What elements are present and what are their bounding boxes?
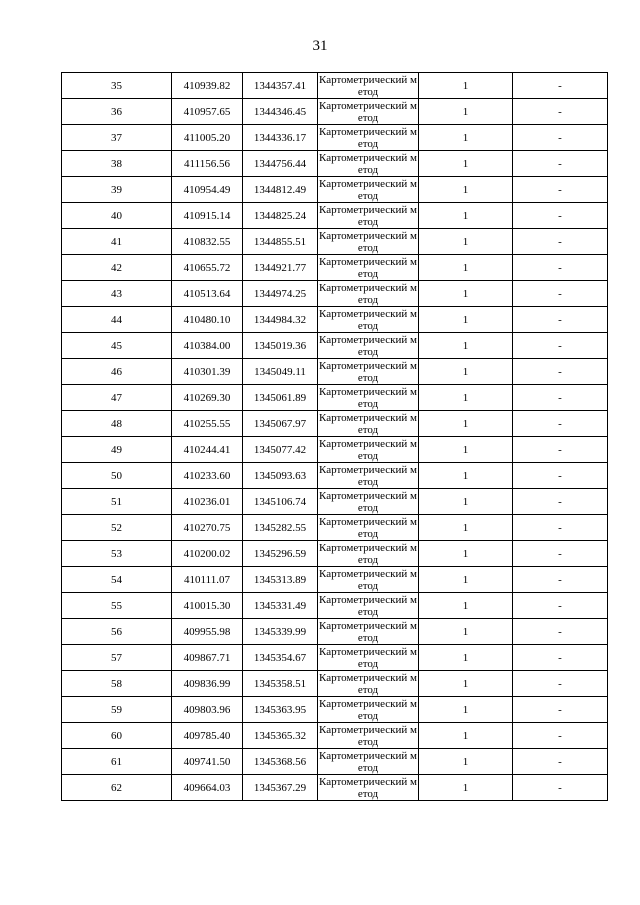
table-row (62, 255, 608, 281)
x-coordinate-cell: 409803.96 (172, 697, 243, 723)
method-text: Картометрический метод (319, 73, 417, 98)
method-cell (318, 593, 419, 619)
note-cell: - (513, 73, 608, 99)
count-cell: 1 (419, 723, 513, 749)
method-text: Картометрический метод (319, 177, 417, 202)
x-coordinate-cell: 410384.00 (172, 333, 243, 359)
x-coordinate-cell: 410244.41 (172, 437, 243, 463)
note-cell: - (513, 619, 608, 645)
note-cell: - (513, 515, 608, 541)
note-cell: - (513, 229, 608, 255)
note-cell: - (513, 151, 608, 177)
x-coordinate-cell: 410513.64 (172, 281, 243, 307)
method-text: Картометрический метод (319, 99, 417, 124)
point-number-cell: 60 (62, 723, 172, 749)
method-text: Картометрический метод (319, 541, 417, 566)
x-coordinate-cell: 411005.20 (172, 125, 243, 151)
method-text: Картометрический метод (319, 515, 417, 540)
x-coordinate-cell: 410269.30 (172, 385, 243, 411)
y-coordinate-cell: 1345331.49 (243, 593, 318, 619)
table-row (62, 749, 608, 775)
count-cell: 1 (419, 385, 513, 411)
x-coordinate-cell: 409741.50 (172, 749, 243, 775)
count-cell: 1 (419, 697, 513, 723)
point-number-cell: 38 (62, 151, 172, 177)
x-coordinate-cell: 409785.40 (172, 723, 243, 749)
table-row (62, 359, 608, 385)
method-text: Картометрический метод (319, 255, 417, 280)
method-cell (318, 281, 419, 307)
method-text: Картометрический метод (319, 697, 417, 722)
y-coordinate-cell: 1345296.59 (243, 541, 318, 567)
method-cell (318, 203, 419, 229)
method-cell (318, 99, 419, 125)
count-cell: 1 (419, 151, 513, 177)
count-cell: 1 (419, 359, 513, 385)
y-coordinate-cell: 1345363.95 (243, 697, 318, 723)
x-coordinate-cell: 410832.55 (172, 229, 243, 255)
point-number-cell: 62 (62, 775, 172, 801)
note-cell: - (513, 463, 608, 489)
point-number-cell: 50 (62, 463, 172, 489)
method-text: Картометрический метод (319, 333, 417, 358)
method-text: Картометрический метод (319, 281, 417, 306)
point-number-cell: 57 (62, 645, 172, 671)
y-coordinate-cell: 1344812.49 (243, 177, 318, 203)
count-cell: 1 (419, 515, 513, 541)
note-cell: - (513, 203, 608, 229)
method-cell (318, 437, 419, 463)
count-cell: 1 (419, 99, 513, 125)
y-coordinate-cell: 1345367.29 (243, 775, 318, 801)
y-coordinate-cell: 1344357.41 (243, 73, 318, 99)
method-text: Картометрический метод (319, 671, 417, 696)
y-coordinate-cell: 1344974.25 (243, 281, 318, 307)
x-coordinate-cell: 410255.55 (172, 411, 243, 437)
note-cell: - (513, 99, 608, 125)
x-coordinate-cell: 409955.98 (172, 619, 243, 645)
x-coordinate-cell: 410111.07 (172, 567, 243, 593)
method-cell (318, 645, 419, 671)
method-text: Картометрический метод (319, 151, 417, 176)
x-coordinate-cell: 411156.56 (172, 151, 243, 177)
method-text: Картометрический метод (319, 125, 417, 150)
note-cell: - (513, 307, 608, 333)
note-cell: - (513, 437, 608, 463)
method-cell (318, 515, 419, 541)
method-cell (318, 229, 419, 255)
x-coordinate-cell: 410957.65 (172, 99, 243, 125)
x-coordinate-cell: 410915.14 (172, 203, 243, 229)
method-text: Картометрический метод (319, 463, 417, 488)
point-number-cell: 48 (62, 411, 172, 437)
method-text: Картометрический метод (319, 359, 417, 384)
method-text: Картометрический метод (319, 593, 417, 618)
x-coordinate-cell: 409836.99 (172, 671, 243, 697)
table-row (62, 619, 608, 645)
table-row (62, 73, 608, 99)
y-coordinate-cell: 1345019.36 (243, 333, 318, 359)
y-coordinate-cell: 1345077.42 (243, 437, 318, 463)
point-number-cell: 41 (62, 229, 172, 255)
x-coordinate-cell: 410015.30 (172, 593, 243, 619)
table-row (62, 333, 608, 359)
note-cell: - (513, 775, 608, 801)
note-cell: - (513, 541, 608, 567)
table-row (62, 541, 608, 567)
count-cell: 1 (419, 307, 513, 333)
point-number-cell: 53 (62, 541, 172, 567)
table-row (62, 515, 608, 541)
note-cell: - (513, 723, 608, 749)
point-number-cell: 42 (62, 255, 172, 281)
count-cell: 1 (419, 593, 513, 619)
point-number-cell: 59 (62, 697, 172, 723)
method-cell (318, 697, 419, 723)
method-cell (318, 489, 419, 515)
point-number-cell: 46 (62, 359, 172, 385)
method-text: Картометрический метод (319, 203, 417, 228)
table-row (62, 697, 608, 723)
x-coordinate-cell: 410236.01 (172, 489, 243, 515)
note-cell: - (513, 177, 608, 203)
table-row (62, 203, 608, 229)
table-row (62, 411, 608, 437)
method-cell (318, 151, 419, 177)
point-number-cell: 44 (62, 307, 172, 333)
y-coordinate-cell: 1345358.51 (243, 671, 318, 697)
count-cell: 1 (419, 541, 513, 567)
note-cell: - (513, 489, 608, 515)
table-row (62, 723, 608, 749)
table-row (62, 775, 608, 801)
table-row (62, 177, 608, 203)
table-row (62, 567, 608, 593)
point-number-cell: 54 (62, 567, 172, 593)
point-number-cell: 49 (62, 437, 172, 463)
table-row (62, 645, 608, 671)
method-text: Картометрический метод (319, 567, 417, 592)
method-cell (318, 125, 419, 151)
y-coordinate-cell: 1344984.32 (243, 307, 318, 333)
y-coordinate-cell: 1345282.55 (243, 515, 318, 541)
method-text: Картометрический метод (319, 411, 417, 436)
method-cell (318, 177, 419, 203)
method-cell (318, 307, 419, 333)
method-text: Картометрический метод (319, 723, 417, 748)
y-coordinate-cell: 1344336.17 (243, 125, 318, 151)
method-cell (318, 723, 419, 749)
table-row (62, 229, 608, 255)
method-cell (318, 333, 419, 359)
x-coordinate-cell: 410200.02 (172, 541, 243, 567)
y-coordinate-cell: 1345093.63 (243, 463, 318, 489)
note-cell: - (513, 567, 608, 593)
x-coordinate-cell: 410233.60 (172, 463, 243, 489)
x-coordinate-cell: 410480.10 (172, 307, 243, 333)
x-coordinate-cell: 410954.49 (172, 177, 243, 203)
count-cell: 1 (419, 749, 513, 775)
method-text: Картометрический метод (319, 775, 417, 800)
count-cell: 1 (419, 645, 513, 671)
y-coordinate-cell: 1345061.89 (243, 385, 318, 411)
table-row (62, 593, 608, 619)
table-row (62, 463, 608, 489)
note-cell: - (513, 671, 608, 697)
point-number-cell: 52 (62, 515, 172, 541)
point-number-cell: 56 (62, 619, 172, 645)
x-coordinate-cell: 410301.39 (172, 359, 243, 385)
note-cell: - (513, 593, 608, 619)
point-number-cell: 51 (62, 489, 172, 515)
point-number-cell: 37 (62, 125, 172, 151)
count-cell: 1 (419, 489, 513, 515)
coordinates-table-body (62, 73, 608, 801)
method-text: Картометрический метод (319, 229, 417, 254)
y-coordinate-cell: 1344825.24 (243, 203, 318, 229)
point-number-cell: 35 (62, 73, 172, 99)
method-text: Картометрический метод (319, 307, 417, 332)
point-number-cell: 39 (62, 177, 172, 203)
table-row (62, 671, 608, 697)
point-number-cell: 47 (62, 385, 172, 411)
method-cell (318, 411, 419, 437)
note-cell: - (513, 749, 608, 775)
point-number-cell: 40 (62, 203, 172, 229)
note-cell: - (513, 645, 608, 671)
method-text: Картометрический метод (319, 619, 417, 644)
table-row (62, 151, 608, 177)
method-cell (318, 619, 419, 645)
table-row (62, 99, 608, 125)
note-cell: - (513, 359, 608, 385)
y-coordinate-cell: 1344756.44 (243, 151, 318, 177)
y-coordinate-cell: 1345365.32 (243, 723, 318, 749)
count-cell: 1 (419, 333, 513, 359)
count-cell: 1 (419, 411, 513, 437)
point-number-cell: 55 (62, 593, 172, 619)
table-row (62, 489, 608, 515)
x-coordinate-cell: 409867.71 (172, 645, 243, 671)
x-coordinate-cell: 410270.75 (172, 515, 243, 541)
count-cell: 1 (419, 463, 513, 489)
note-cell: - (513, 385, 608, 411)
method-cell (318, 671, 419, 697)
method-cell (318, 541, 419, 567)
method-cell (318, 385, 419, 411)
count-cell: 1 (419, 203, 513, 229)
point-number-cell: 61 (62, 749, 172, 775)
count-cell: 1 (419, 177, 513, 203)
table-row (62, 307, 608, 333)
y-coordinate-cell: 1345354.67 (243, 645, 318, 671)
y-coordinate-cell: 1344855.51 (243, 229, 318, 255)
method-text: Картометрический метод (319, 645, 417, 670)
method-cell (318, 73, 419, 99)
y-coordinate-cell: 1345106.74 (243, 489, 318, 515)
note-cell: - (513, 255, 608, 281)
count-cell: 1 (419, 671, 513, 697)
point-number-cell: 45 (62, 333, 172, 359)
count-cell: 1 (419, 281, 513, 307)
table-row (62, 385, 608, 411)
table-row (62, 437, 608, 463)
method-cell (318, 775, 419, 801)
note-cell: - (513, 333, 608, 359)
y-coordinate-cell: 1345313.89 (243, 567, 318, 593)
count-cell: 1 (419, 255, 513, 281)
method-text: Картометрический метод (319, 385, 417, 410)
method-cell (318, 749, 419, 775)
note-cell: - (513, 411, 608, 437)
point-number-cell: 58 (62, 671, 172, 697)
x-coordinate-cell: 409664.03 (172, 775, 243, 801)
y-coordinate-cell: 1345049.11 (243, 359, 318, 385)
y-coordinate-cell: 1345067.97 (243, 411, 318, 437)
x-coordinate-cell: 410939.82 (172, 73, 243, 99)
count-cell: 1 (419, 619, 513, 645)
table-row (62, 281, 608, 307)
count-cell: 1 (419, 567, 513, 593)
method-cell (318, 463, 419, 489)
method-cell (318, 567, 419, 593)
y-coordinate-cell: 1344346.45 (243, 99, 318, 125)
method-text: Картометрический метод (319, 489, 417, 514)
table-row (62, 125, 608, 151)
note-cell: - (513, 697, 608, 723)
y-coordinate-cell: 1344921.77 (243, 255, 318, 281)
point-number-cell: 43 (62, 281, 172, 307)
count-cell: 1 (419, 437, 513, 463)
coordinates-table (61, 72, 608, 801)
x-coordinate-cell: 410655.72 (172, 255, 243, 281)
method-cell (318, 255, 419, 281)
point-number-cell: 36 (62, 99, 172, 125)
count-cell: 1 (419, 229, 513, 255)
count-cell: 1 (419, 125, 513, 151)
method-cell (318, 359, 419, 385)
note-cell: - (513, 281, 608, 307)
page-number: 31 (312, 38, 328, 54)
count-cell: 1 (419, 775, 513, 801)
method-text: Картометрический метод (319, 437, 417, 462)
note-cell: - (513, 125, 608, 151)
y-coordinate-cell: 1345339.99 (243, 619, 318, 645)
count-cell: 1 (419, 73, 513, 99)
method-text: Картометрический метод (319, 749, 417, 774)
y-coordinate-cell: 1345368.56 (243, 749, 318, 775)
